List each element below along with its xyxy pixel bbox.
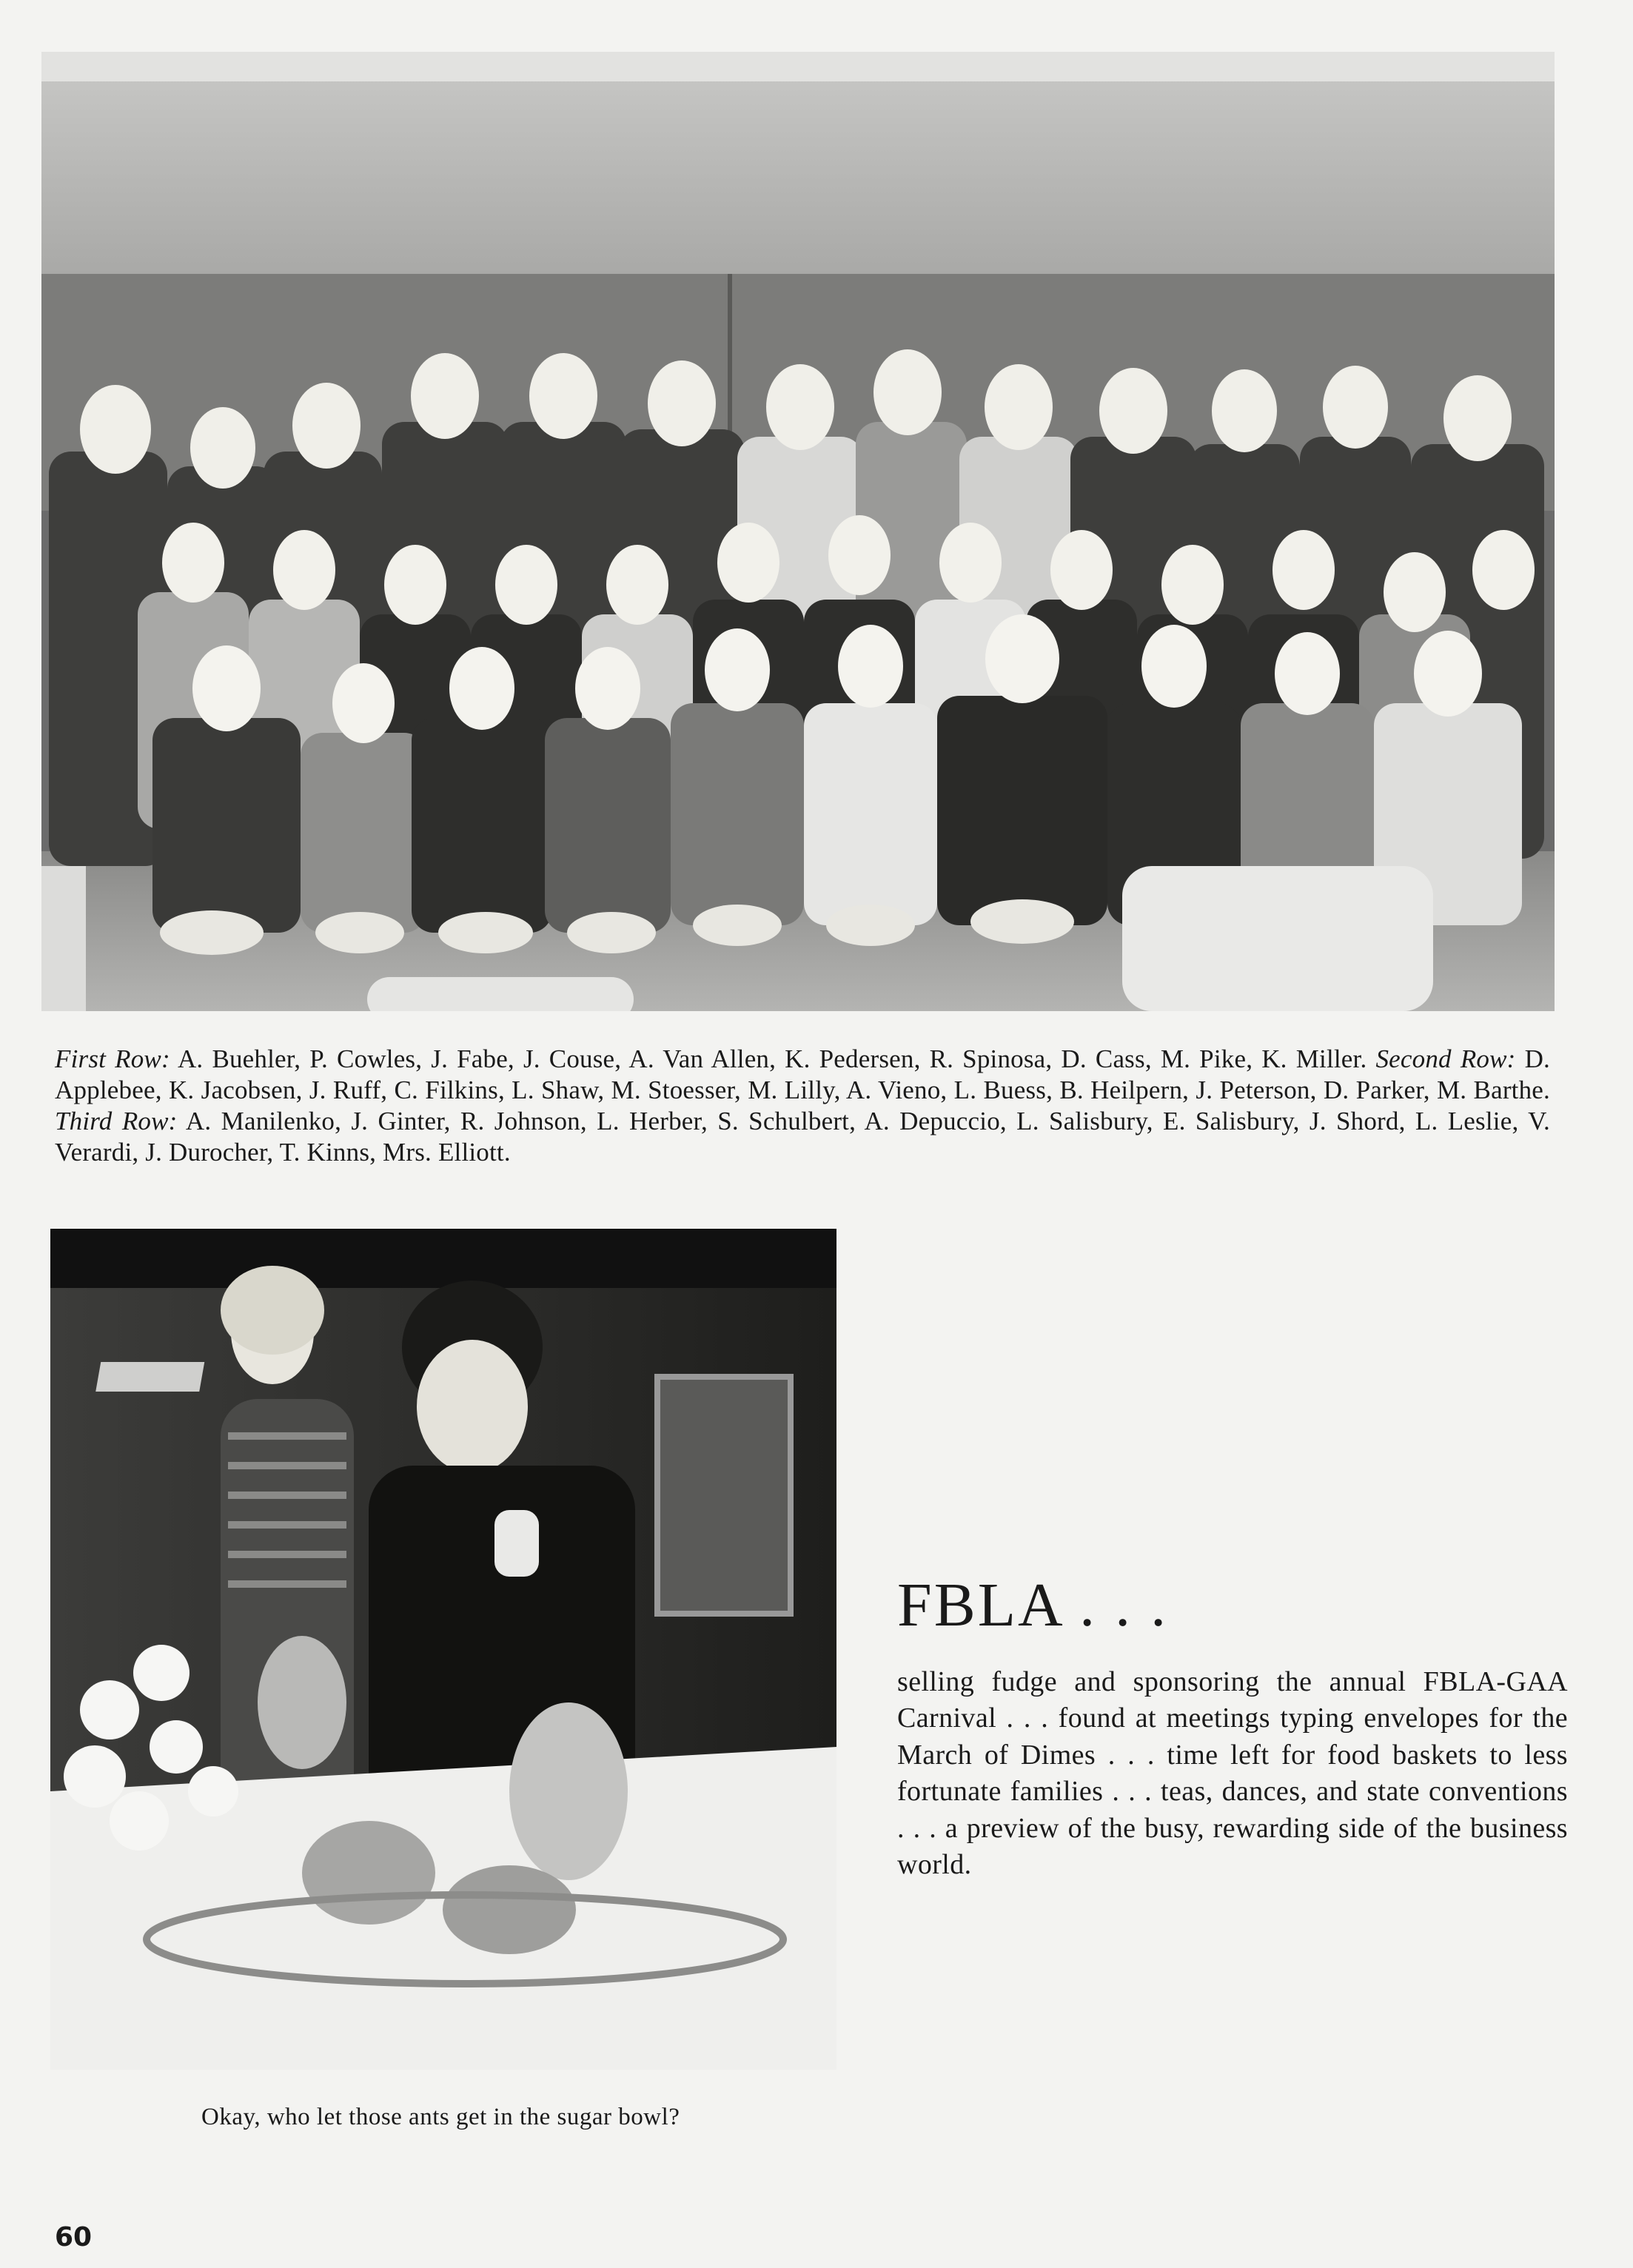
tea-photo-image — [50, 1229, 836, 2070]
section-body: selling fudge and sponsoring the annual FBLA-GAA Carnival . . . found at meetings typing envelopes for the March of Dimes . . . time left for food baskets to less fortunate families . . . teas, dances, and state conventions . . . a preview of the busy, rewarding side of the business world. — [897, 1666, 1568, 1880]
third-row-names: A. Manilenko, J. Ginter, R. Johnson, L. Herber, S. Schulbert, A. Depuccio, L. Salisbury, E. Salisbury, J. Shord, L. Leslie, V. Verardi, J. Durocher, T. Kinns, Mrs. Elliott. — [55, 1107, 1550, 1167]
group-photo-image — [41, 52, 1555, 1011]
group-photo-caption — [55, 1044, 1550, 1168]
third-row-label: Third Row: — [55, 1107, 178, 1135]
group-photo — [41, 52, 1555, 1011]
tea-photo-caption: Okay, who let those ants get in the sugar bowl? — [201, 2104, 680, 2130]
second-row-label: Second Row: — [1375, 1044, 1516, 1073]
first-row-label: First Row: — [55, 1044, 170, 1073]
page-number: 60 — [55, 2222, 93, 2252]
tea-photo — [50, 1229, 836, 2070]
second-row-names: D. Applebee, K. Jacobsen, J. Ruff, C. Filkins, L. Shaw, M. Stoesser, M. Lilly, A. Vieno, L. Buess, B. Heilpern, J. Peterson, D. Parker, M. Barthe. — [55, 1044, 1551, 1104]
section-title: FBLA . . . — [897, 1571, 1169, 1640]
first-row-names: A. Buehler, P. Cowles, J. Fabe, J. Couse, A. Van Allen, K. Pedersen, R. Spinosa, D. Cass, M. Pike, K. Miller. — [177, 1044, 1367, 1073]
